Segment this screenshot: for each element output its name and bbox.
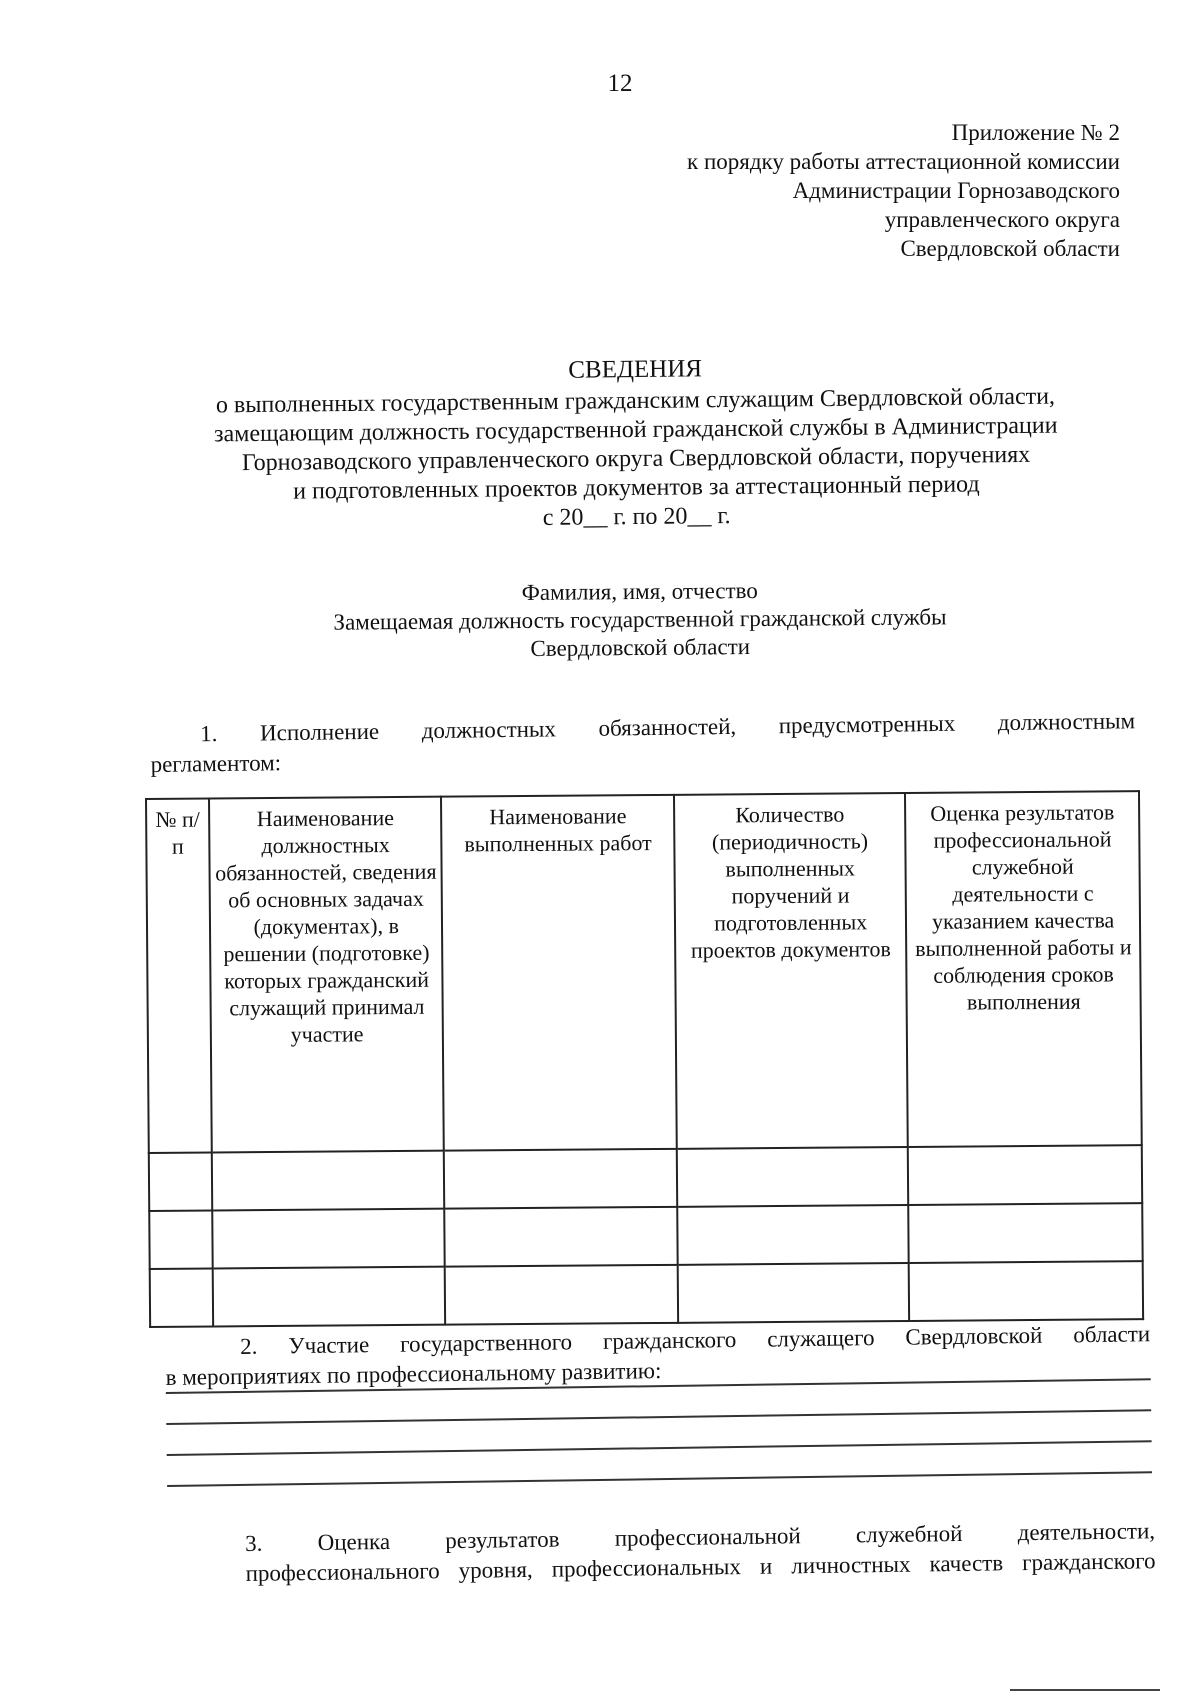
- heading-line: о выполненных государственным гражданским служащим Свердловской области,: [215, 383, 1056, 419]
- table-cell[interactable]: [212, 1209, 445, 1269]
- section-2-word: государственного: [399, 1329, 573, 1357]
- appendix-line: управленческого округа: [884, 207, 1120, 232]
- table-row: [149, 1203, 1142, 1269]
- table-cell[interactable]: [908, 1145, 1142, 1205]
- section-3-word: Оценка: [317, 1528, 391, 1555]
- document-heading: [0, 348, 1200, 538]
- section-3-word: и: [759, 1553, 773, 1579]
- table-cell[interactable]: [149, 1152, 212, 1210]
- table-cell[interactable]: [677, 1147, 909, 1207]
- section-1-word: предусмотренных: [778, 710, 956, 739]
- footer-line: [1010, 1689, 1160, 1691]
- section-2-continuation: в мероприятиях по профессиональному развитию:: [165, 1349, 1150, 1394]
- section-2-word: служащего: [767, 1325, 875, 1352]
- section-2: [165, 1319, 1152, 1487]
- section-3-word: профессионального: [245, 1558, 440, 1586]
- section-1-word: Исполнение: [259, 718, 380, 746]
- section-2-word: области: [1073, 1321, 1151, 1348]
- heading-line: Горнозаводского управленческого округа Свердловской области, поручениях: [241, 441, 1031, 477]
- fio-label: Фамилия, имя, отчество: [521, 577, 758, 606]
- header-duties: Наименование должностных обязанностей, сведения об основных задачах (документах), в решении (подготовке) которых гражданский служащий принимал участие: [209, 797, 444, 1153]
- section-2-word: гражданского: [602, 1327, 737, 1354]
- table-cell[interactable]: [445, 1265, 678, 1325]
- section-3-word: результатов: [445, 1526, 560, 1554]
- table-cell[interactable]: [909, 1203, 1143, 1263]
- header-quantity: Количество (периодичность) выполненных поручений и подготовленных проектов документов: [674, 793, 908, 1149]
- appendix-line: Свердловской области: [900, 236, 1120, 261]
- section-3-word: деятельности,: [1017, 1518, 1156, 1546]
- section-3-word: гражданского: [1021, 1548, 1156, 1576]
- position-label-region: Свердловской области: [530, 634, 751, 661]
- table-cell[interactable]: [909, 1261, 1143, 1321]
- table-cell[interactable]: [677, 1205, 909, 1265]
- document-title: СВЕДЕНИЯ: [568, 355, 703, 384]
- section-3-word: 3.: [245, 1530, 263, 1556]
- table-cell[interactable]: [445, 1207, 678, 1267]
- section-1-word: должностным: [997, 708, 1136, 736]
- section-2-word: 2.: [240, 1333, 258, 1359]
- table-cell[interactable]: [149, 1210, 212, 1268]
- appendix-line: к порядку работы аттестационной комиссии: [687, 149, 1120, 174]
- header-number: № п/п: [146, 798, 212, 1152]
- table-cell[interactable]: [150, 1268, 213, 1326]
- table-cell[interactable]: [444, 1149, 677, 1209]
- position-label: Замещаемая должность государственной гражданской службы: [333, 604, 947, 635]
- section-2-word: Свердловской: [905, 1322, 1043, 1350]
- header-evaluation: Оценка результатов профессиональной служебной деятельности с указанием качества выполненной работы и соблюдения сроков выполнения: [905, 791, 1141, 1147]
- table-cell[interactable]: [678, 1263, 910, 1323]
- section-3: [170, 1516, 1156, 1590]
- section-3-word: профессиональной: [614, 1523, 801, 1551]
- person-info: [0, 572, 1200, 667]
- section-1: [150, 706, 1136, 780]
- duties-table: [145, 790, 1144, 1328]
- table-row: [150, 1261, 1143, 1327]
- section-3-word: служебной: [855, 1520, 963, 1548]
- table-row: [149, 1145, 1142, 1211]
- section-1-word: обязанностей,: [598, 713, 737, 741]
- appendix-note: [687, 118, 1120, 263]
- section-1-word: должностных: [421, 716, 557, 744]
- section-1-continuation: регламентом:: [150, 750, 282, 777]
- section-3-word: профессиональных: [551, 1554, 742, 1582]
- section-3-word: качеств: [929, 1550, 1004, 1577]
- section-3-word: уровня,: [458, 1556, 533, 1583]
- section-3-word: личностных: [791, 1551, 911, 1579]
- table-cell[interactable]: [213, 1267, 446, 1327]
- header-works: Наименование выполненных работ: [441, 795, 676, 1151]
- page-number: 12: [607, 70, 633, 97]
- heading-line: замещающим должность государственной гражданской службы в Администрации: [213, 412, 1058, 448]
- appendix-line: Администрации Горнозаводского: [792, 178, 1120, 203]
- heading-line: и подготовленных проектов документов за аттестационный период: [293, 471, 980, 505]
- appendix-line: Приложение № 2: [951, 120, 1120, 145]
- heading-period-line: с 20__ г. по 20__ г.: [542, 503, 731, 531]
- table-header-row: [146, 791, 1142, 1153]
- section-1-word: 1.: [200, 721, 218, 747]
- table-cell[interactable]: [212, 1151, 445, 1211]
- section-2-word: Участие: [288, 1332, 370, 1359]
